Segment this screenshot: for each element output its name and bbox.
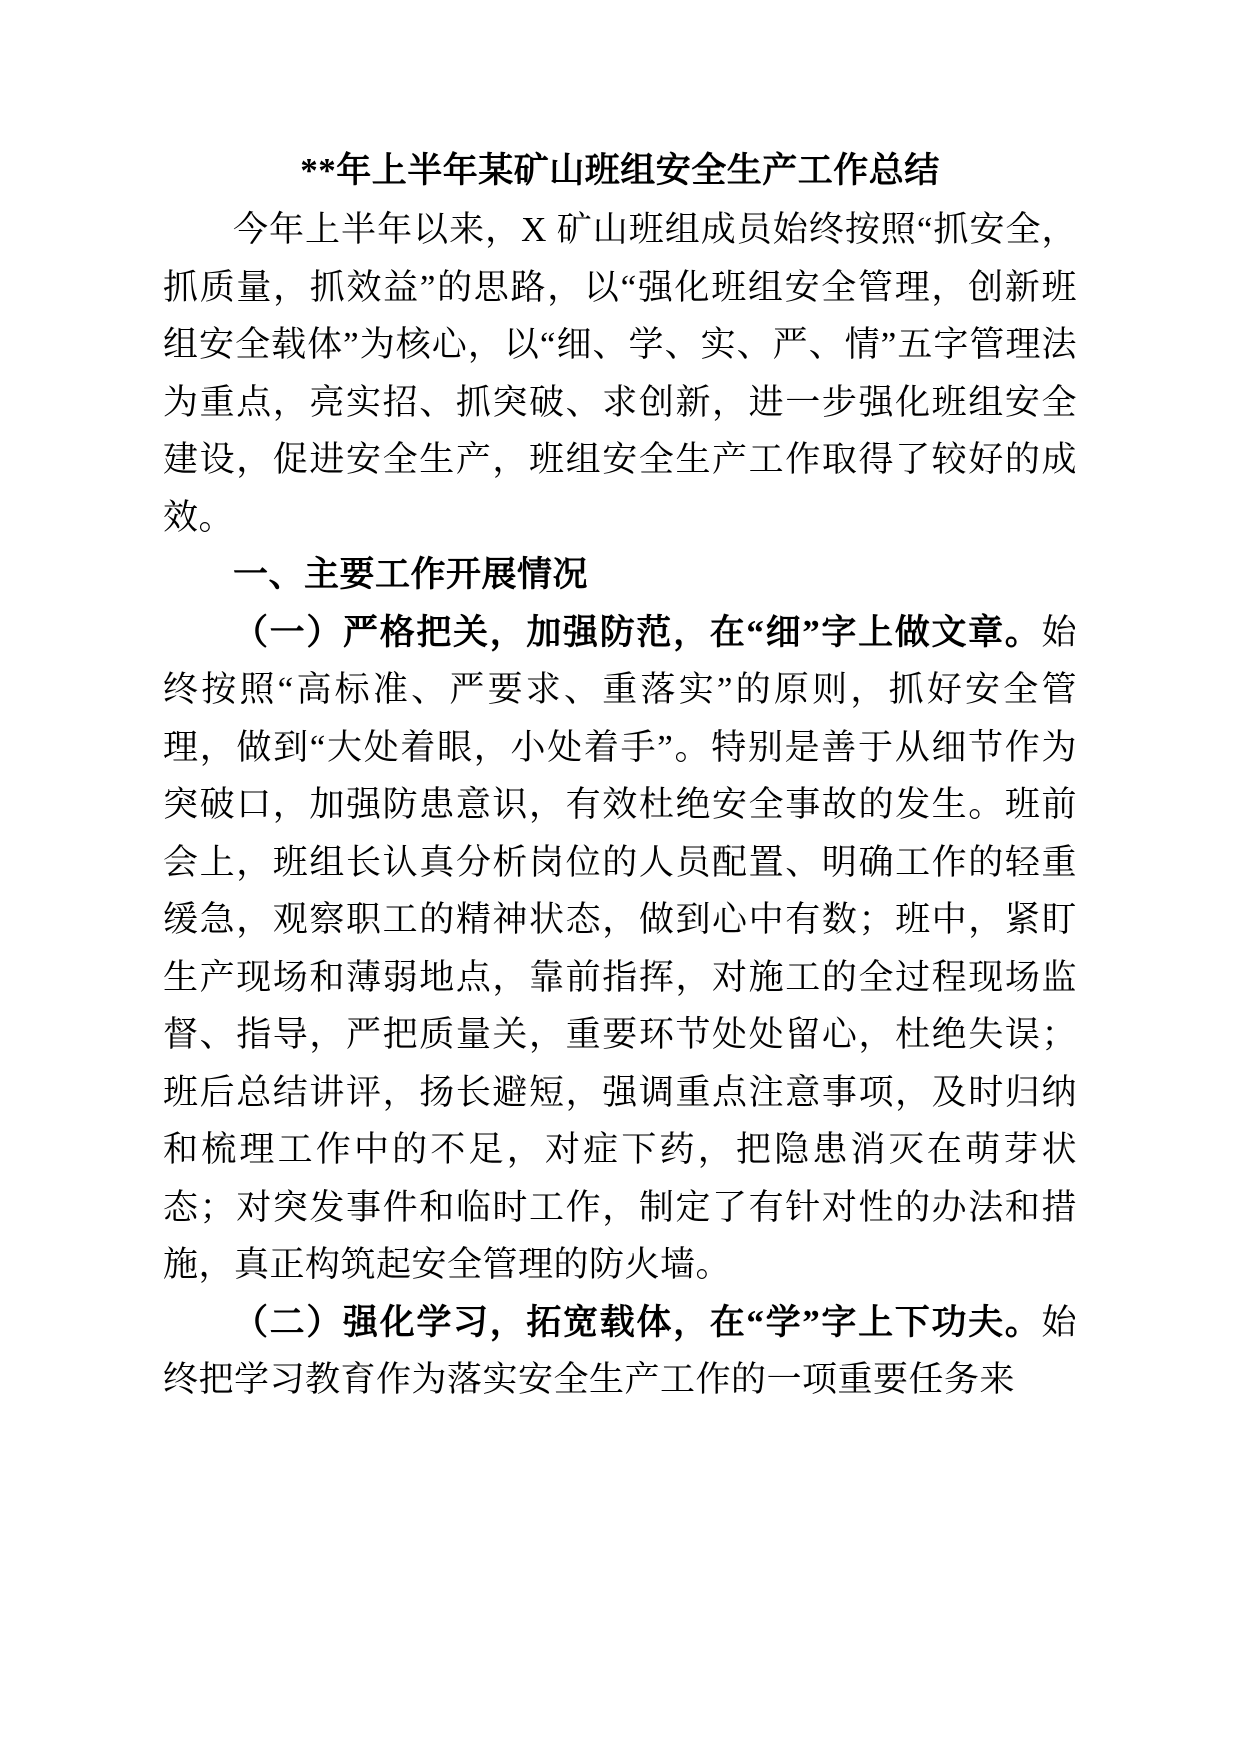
text-run: 始终把学习教育作为落实安全生产工作的一项重要任务来 (163, 1302, 1077, 1399)
paragraph (163, 604, 1077, 1294)
text-run-bold: 一、主要工作开展情况 (233, 555, 589, 594)
text-run: 今年上半年以来，X 矿山班组成员始终按照“抓安全，抓质量，抓效益”的思路，以“强化班组安全管理，创新班组安全载体”为核心，以“细、学、实、严、情”五字管理法为重点，亮实招、抓突破、求创新，进一步强化班组安全建设，促进安全生产，班组安全生产工作取得了较好的成效。 (163, 210, 1077, 537)
text-run-bold: （二）强化学习，拓宽载体，在“学”字上下功夫。 (233, 1302, 1042, 1342)
paragraph (163, 201, 1077, 546)
text-run: 始终按照“高标准、严要求、重落实”的原则，抓好安全管理，做到“大处着眼，小处着手”。特别是善于从细节作为突破口，加强防患意识，有效杜绝安全事故的发生。班前会上，班组长认真分析岗位的人员配置、明确工作的轻重缓急，观察职工的精神状态，做到心中有数；班中，紧盯生产现场和薄弱地点，靠前指挥，对施工的全过程现场监督、指导，严把质量关，重要环节处处留心，杜绝失误；班后总结讲评，扬长避短，强调重点注意事项，及时归纳和梳理工作中的不足，对症下药，把隐患消灭在萌芽状态；对突发事件和临时工作，制定了有针对性的办法和措施，真正构筑起安全管理的防火墙。 (163, 612, 1077, 1284)
paragraph (163, 1294, 1077, 1409)
text-run-bold: （一）严格把关，加强防范，在“细”字上做文章。 (233, 612, 1042, 652)
document-body (163, 201, 1077, 1409)
document-title: **年上半年某矿山班组安全生产工作总结 (300, 151, 940, 190)
section-heading (163, 546, 1077, 604)
